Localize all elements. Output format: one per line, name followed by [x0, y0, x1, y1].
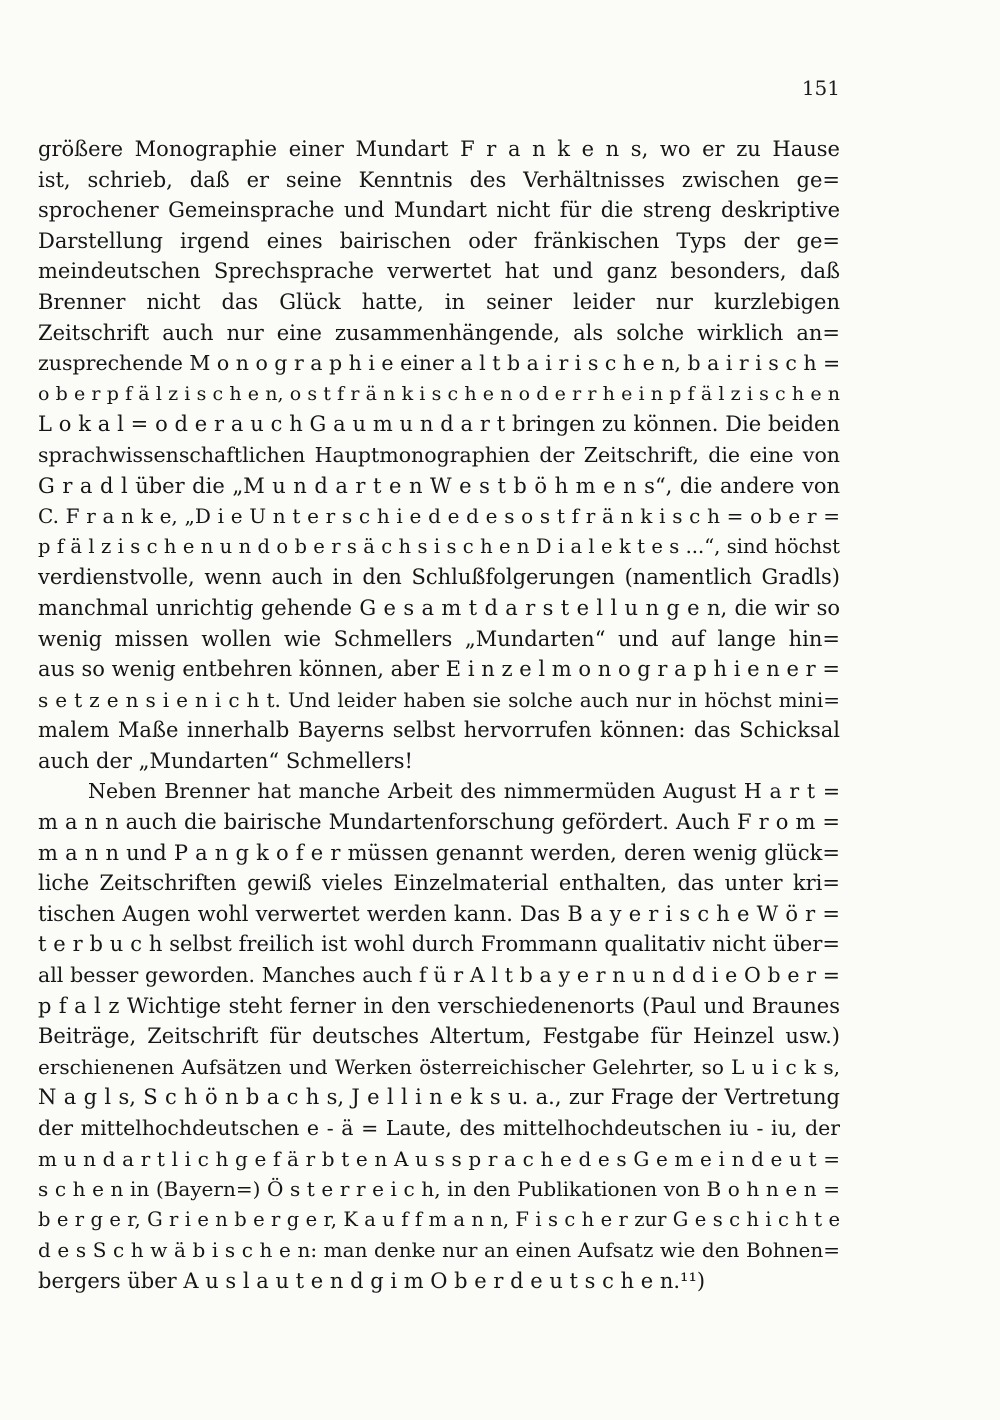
- text-line: sprachwissenschaftlichen Hauptmonographien der Zeitschrift, die eine von: [38, 442, 840, 467]
- text-line: N a g l s, S c h ö n b a c h s, J e l l i n e k s u. a., zur Frage der Vertretung: [38, 1085, 840, 1110]
- paragraph-1: [38, 134, 840, 776]
- text-line: verdienstvolle, wenn auch in den Schlußfolgerungen (namentlich Gradls): [38, 565, 840, 590]
- text-line: m a n n auch die bairische Mundartenforschung gefördert. Auch F r o m =: [38, 810, 840, 835]
- text-line: tischen Augen wohl verwertet werden kann. Das B a y e r i s c h e W ö r =: [38, 901, 840, 926]
- text-line: meindeutschen Sprechsprache verwertet hat und ganz besonders, daß: [38, 259, 840, 284]
- text-line: p f a l z Wichtige steht ferner in den verschiedenenorts (Paul und Braunes: [38, 993, 840, 1018]
- text-line: Darstellung irgend eines bairischen oder fränkischen Typs der ge=: [38, 228, 840, 253]
- text-line: aus so wenig entbehren können, aber E i n z e l m o n o g r a p h i e n e r =: [38, 657, 840, 682]
- text-line: auch der „Mundarten“ Schmellers!: [38, 748, 413, 773]
- text-line: L o k a l = o d e r a u c h G a u m u n d a r t bringen zu können. Die beiden: [38, 412, 840, 437]
- text-line: wenig missen wollen wie Schmellers „Mundarten“ und auf lange hin=: [38, 626, 840, 651]
- text-line: b e r g e r, G r i e n b e r g e r, K a u f f m a n n, F i s c h e r zur G e s c h i c h t e: [38, 1207, 840, 1231]
- text-line: Zeitschrift auch nur eine zusammenhängende, als solche wirklich an=: [38, 320, 840, 345]
- text-line: größere Monographie einer Mundart F r a n k e n s, wo er zu Hause: [38, 137, 840, 161]
- text-line: der mittelhochdeutschen e - ä = Laute, des mittelhochdeutschen iu - iu, der: [38, 1116, 840, 1140]
- text-line: liche Zeitschriften gewiß vieles Einzelmaterial enthalten, das unter kri=: [38, 871, 840, 896]
- text-line: Brenner nicht das Glück hatte, in seiner leider nur kurzlebigen: [38, 289, 840, 314]
- text-line: s e t z e n s i e n i c h t. Und leider haben sie solche auch nur in höchst mini=: [38, 687, 840, 712]
- text-line: C. F r a n k e, „D i e U n t e r s c h i e d e d e s o s t f r ä n k i s c h = o b e r =: [38, 504, 840, 529]
- text-line: m a n n und P a n g k o f e r müssen genannt werden, deren wenig glück=: [38, 840, 840, 865]
- text-line: Beiträge, Zeitschrift für deutsches Altertum, Festgabe für Heinzel usw.): [38, 1024, 840, 1049]
- text-line: ist, schrieb, daß er seine Kenntnis des Verhältnisses zwischen ge=: [38, 167, 840, 192]
- text-line: zusprechende M o n o g r a p h i e einer a l t b a i r i s c h e n, b a i r i s c h =: [38, 351, 840, 376]
- text-line: o b e r p f ä l z i s c h e n, o s t f r ä n k i s c h e n o d e r r h e i n p f ä l z i s c h e n: [38, 382, 840, 405]
- text-line: malem Maße innerhalb Bayerns selbst hervorrufen können: das Schicksal: [38, 718, 840, 743]
- text-line: manchmal unrichtig gehende G e s a m t d a r s t e l l u n g e n, die wir so: [38, 595, 840, 620]
- page-number: 151: [801, 76, 840, 100]
- paragraph-2: [38, 776, 840, 1296]
- text-line: d e s S c h w ä b i s c h e n: man denke nur an einen Aufsatz wie den Bohnen=: [38, 1238, 840, 1263]
- text-line: sprochener Gemeinsprache und Mundart nicht für die streng deskriptive: [38, 198, 840, 223]
- text-line: t e r b u c h selbst freilich ist wohl durch Frommann qualitativ nicht über=: [38, 932, 840, 957]
- text-line: Neben Brenner hat manche Arbeit des nimmermüden August H a r t =: [88, 779, 840, 804]
- text-line: bergers über A u s l a u t e n d g i m O b e r d e u t s c h e n.¹¹): [38, 1268, 706, 1293]
- text-line: G r a d l über die „M u n d a r t e n W e s t b ö h m e n s“, die andere von: [38, 473, 840, 498]
- text-line: erschienenen Aufsätzen und Werken österreichischer Gelehrter, so L u i c k s,: [38, 1054, 840, 1079]
- body-text: [38, 134, 840, 1297]
- text-line: all besser geworden. Manches auch f ü r A l t b a y e r n u n d d i e O b e r =: [38, 963, 840, 988]
- text-line: m u n d a r t l i c h g e f ä r b t e n A u s s p r a c h e d e s G e m e i n d e u t =: [38, 1146, 840, 1171]
- text-line: p f ä l z i s c h e n u n d o b e r s ä c h s i s c h e n D i a l e k t e s ...“, sind höchst: [38, 534, 840, 558]
- text-line: s c h e n in (Bayern=) Ö s t e r r e i c h, in den Publikationen von B o h n e n =: [38, 1177, 840, 1202]
